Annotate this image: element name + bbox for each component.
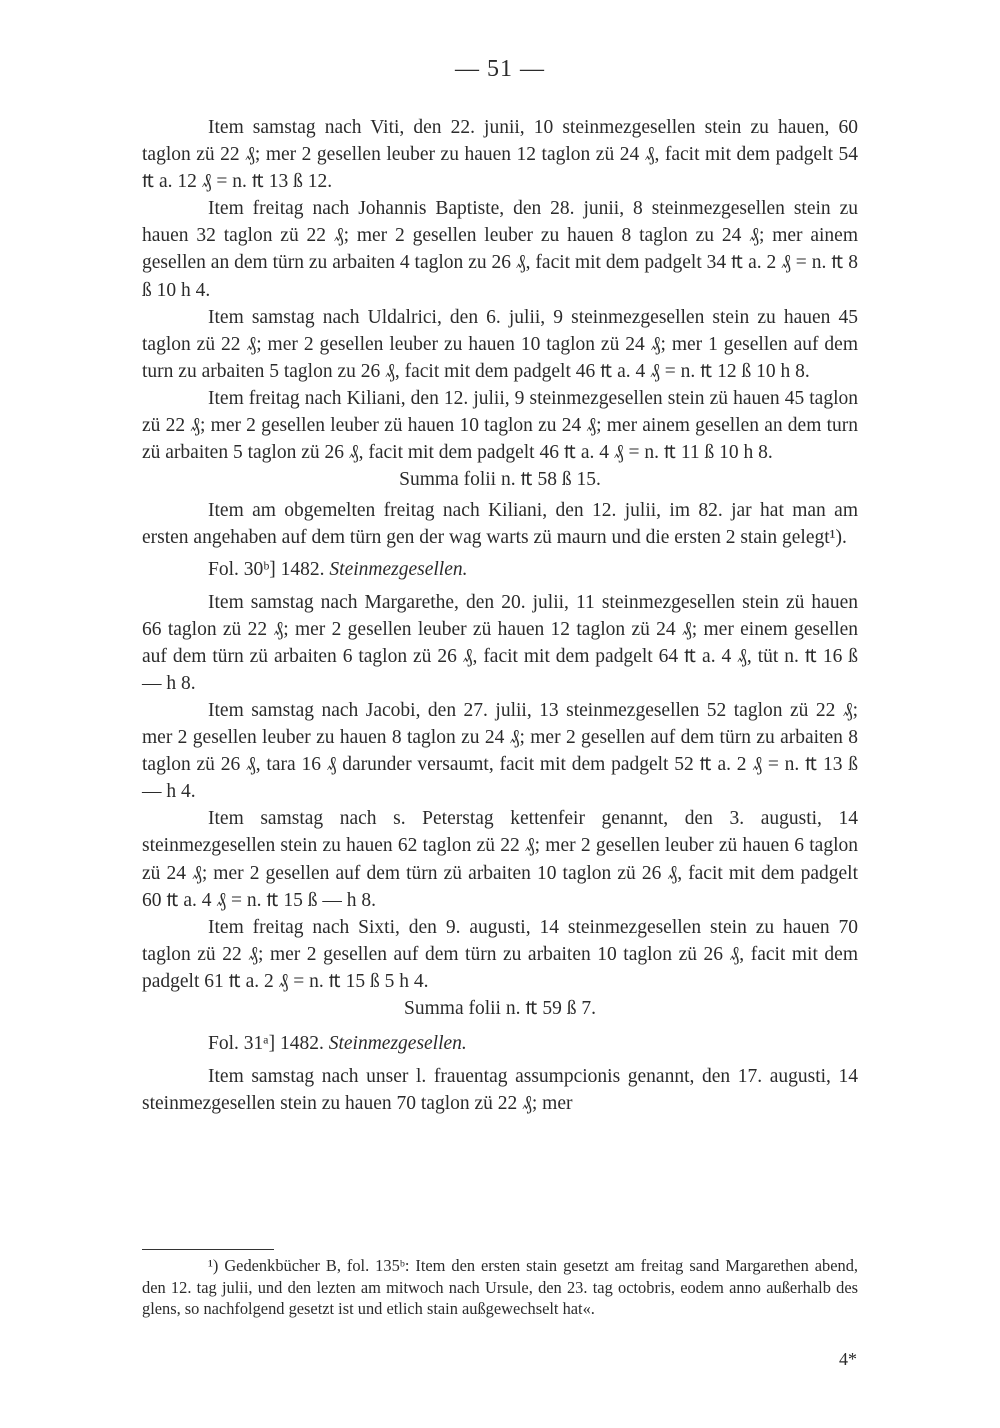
folio-label: Fol. 31ᵃ] 1482.: [208, 1033, 324, 1055]
entry-paragraph: Item samstag nach Viti, den 22. junii, 10 steinmezgesellen stein zu hauen, 60 taglon zü 22 ₰; mer 2 gesellen leuber zu hauen 12 taglon zü 24 ₰, facit mit dem padgelt 54 ₶ a. 12 ₰ = n. ₶ 13 ß 12.: [142, 117, 858, 193]
page-number: — 51 —: [455, 56, 545, 82]
footnote-divider: [142, 1249, 274, 1250]
document-body: [142, 114, 858, 1117]
entry-paragraph: Item samstag nach unser l. frauentag assumpcionis genannt, den 17. augusti, 14 steinmezgesellen stein zu hauen 70 taglon zü 22 ₰; mer: [142, 1066, 858, 1115]
entry-paragraph: Item samstag nach s. Peterstag kettenfeir genannt, den 3. augusti, 14 steinmezgesellen stein zu hauen 62 taglon zü 22 ₰; mer 2 gesellen leuber zü hauen 6 taglon zü 24 ₰; mer 2 gesellen auf dem türn zü arbaiten 10 taglon zü 26 ₰, facit mit dem padgelt 60 ₶ a. 4 ₰ = n. ₶ 15 ß — h 8.: [142, 808, 858, 911]
entry-paragraph: Item am obgemelten freitag nach Kiliani, den 12. julii, im 82. jar hat man am ersten angehaben auf dem türn gen der wag warts zü maurn und die ersten 2 stain gelegt¹).: [142, 500, 858, 549]
folio-heading: [142, 1030, 858, 1057]
folio-label: Fol. 30ᵇ] 1482.: [208, 558, 325, 580]
summa-line: Summa folii n. ₶ 59 ß 7.: [404, 998, 596, 1019]
entry-paragraph: Item samstag nach Jacobi, den 27. julii, 13 steinmezgesellen 52 taglon zü 22 ₰; mer 2 gesellen leuber zu hauen 8 taglon zu 24 ₰; mer 2 gesellen auf dem türn zu arbaiten 8 taglon zü 26 ₰, tara 16 ₰ darunder versaumt, facit mit dem padgelt 52 ₶ a. 2 ₰ = n. ₶ 13 ß — h 4.: [142, 699, 858, 803]
folio-section-title: Steinmezgesellen.: [329, 558, 468, 580]
summa-line: Summa folii n. ₶ 58 ß 15.: [399, 469, 601, 491]
entry-paragraph: Item freitag nach Kiliani, den 12. julii, 9 steinmezgesellen stein zü hauen 45 taglon zü 22 ₰; mer 2 gesellen leuber zü hauen 10 taglon zu 24 ₰; mer ainem gesellen an dem turn zü arbaiten 5 taglon zü 26 ₰, facit mit dem padgelt 46 ₶ a. 4 ₰ = n. ₶ 11 ß 10 h 8.: [142, 387, 858, 464]
folio-section-title: Steinmezgesellen.: [328, 1033, 467, 1055]
folio-heading: [142, 556, 858, 583]
entry-paragraph: Item freitag nach Sixti, den 9. augusti, 14 steinmezgesellen stein zu hauen 70 taglon zü 22 ₰; mer 2 gesellen auf dem türn zu arbaiten 10 taglon zü 26 ₰, facit mit dem padgelt 61 ₶ a. 2 ₰ = n. ₶ 15 ß 5 h 4.: [142, 916, 858, 992]
entry-paragraph: Item freitag nach Johannis Baptiste, den 28. junii, 8 steinmezgesellen stein zu hauen 32 taglon zü 22 ₰; mer 2 gesellen leuber zu hauen 8 taglon zu 24 ₰; mer ainem gesellen an dem türn zu arbaiten 4 taglon zu 26 ₰, facit mit dem padgelt 34 ₶ a. 2 ₰ = n. ₶ 8 ß 10 h 4.: [142, 198, 858, 301]
entry-paragraph: Item samstag nach Uldalrici, den 6. julii, 9 steinmezgesellen stein zu hauen 45 taglon zü 22 ₰; mer 2 gesellen leuber zu hauen 10 taglon zü 24 ₰; mer 1 gesellen auf dem turn zu arbaiten 5 taglon zu 26 ₰, facit mit dem padgelt 46 ₶ a. 4 ₰ = n. ₶ 12 ß 10 h 8.: [142, 306, 858, 382]
signature-mark: 4*: [839, 1349, 857, 1369]
footnote: ¹) Gedenkbücher B, fol. 135ᵇ: Item den ersten stain gesetzt am freitag sand Margarethen abend, den 12. tag julii, und den lezten am mitwoch nach Ursule, den 23. tag octobris, eodem anno außerhalb des glens, so nachfolgend gesetzt ist und etlich stain außgewechselt hat«.: [142, 1256, 858, 1318]
entry-paragraph: Item samstag nach Margarethe, den 20. julii, 11 steinmezgesellen stein zü hauen 66 taglon zü 22 ₰; mer 2 gesellen leuber zü hauen 12 taglon zü 24 ₰; mer einem gesellen auf dem türn zü arbaiten 6 taglon zü 26 ₰, facit mit dem padgelt 64 ₶ a. 4 ₰, tüt n. ₶ 16 ß — h 8.: [142, 591, 858, 694]
